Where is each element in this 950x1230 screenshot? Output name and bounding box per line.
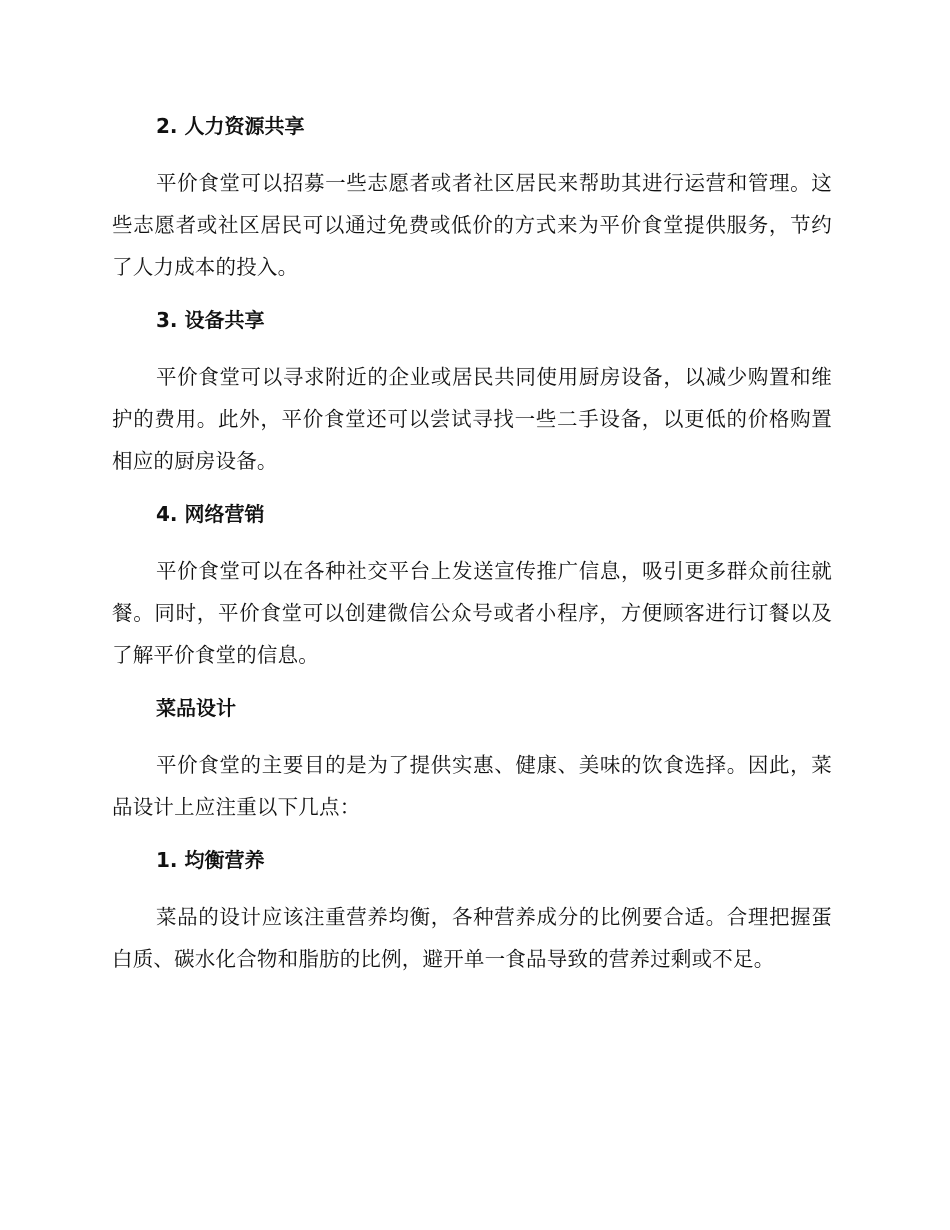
section-heading-online-marketing: 4. 网络营销 <box>156 502 265 526</box>
section-paragraph-equipment: 平价食堂可以寻求附近的企业或居民共同使用厨房设备，以减少购置和维护的费用。此外，平价食堂还可以尝试寻找一些二手设备，以更低的价格购置相应的厨房设备。 <box>112 365 832 473</box>
section-heading-equipment: 3. 设备共享 <box>156 308 265 332</box>
section-heading-menu-design: 菜品设计 <box>156 696 236 720</box>
section-paragraph-balanced-nutrition: 菜品的设计应该注重营养均衡，各种营养成分的比例要合适。合理把握蛋白质、碳水化合物和脂肪的比例，避开单一食品导致的营养过剩或不足。 <box>112 905 832 971</box>
section-paragraph-human-resources: 平价食堂可以招募一些志愿者或者社区居民来帮助其进行运营和管理。这些志愿者或社区居民可以通过免费或低价的方式来为平价食堂提供服务，节约了人力成本的投入。 <box>112 171 832 279</box>
section-heading-human-resources: 2. 人力资源共享 <box>156 114 305 138</box>
section-paragraph-online-marketing: 平价食堂可以在各种社交平台上发送宣传推广信息，吸引更多群众前往就餐。同时，平价食堂可以创建微信公众号或者小程序，方便顾客进行订餐以及了解平价食堂的信息。 <box>112 559 832 667</box>
section-paragraph-menu-design: 平价食堂的主要目的是为了提供实惠、健康、美味的饮食选择。因此，菜品设计上应注重以下几点： <box>112 753 832 819</box>
section-heading-balanced-nutrition: 1. 均衡营养 <box>156 848 265 872</box>
document-page <box>112 112 832 998</box>
